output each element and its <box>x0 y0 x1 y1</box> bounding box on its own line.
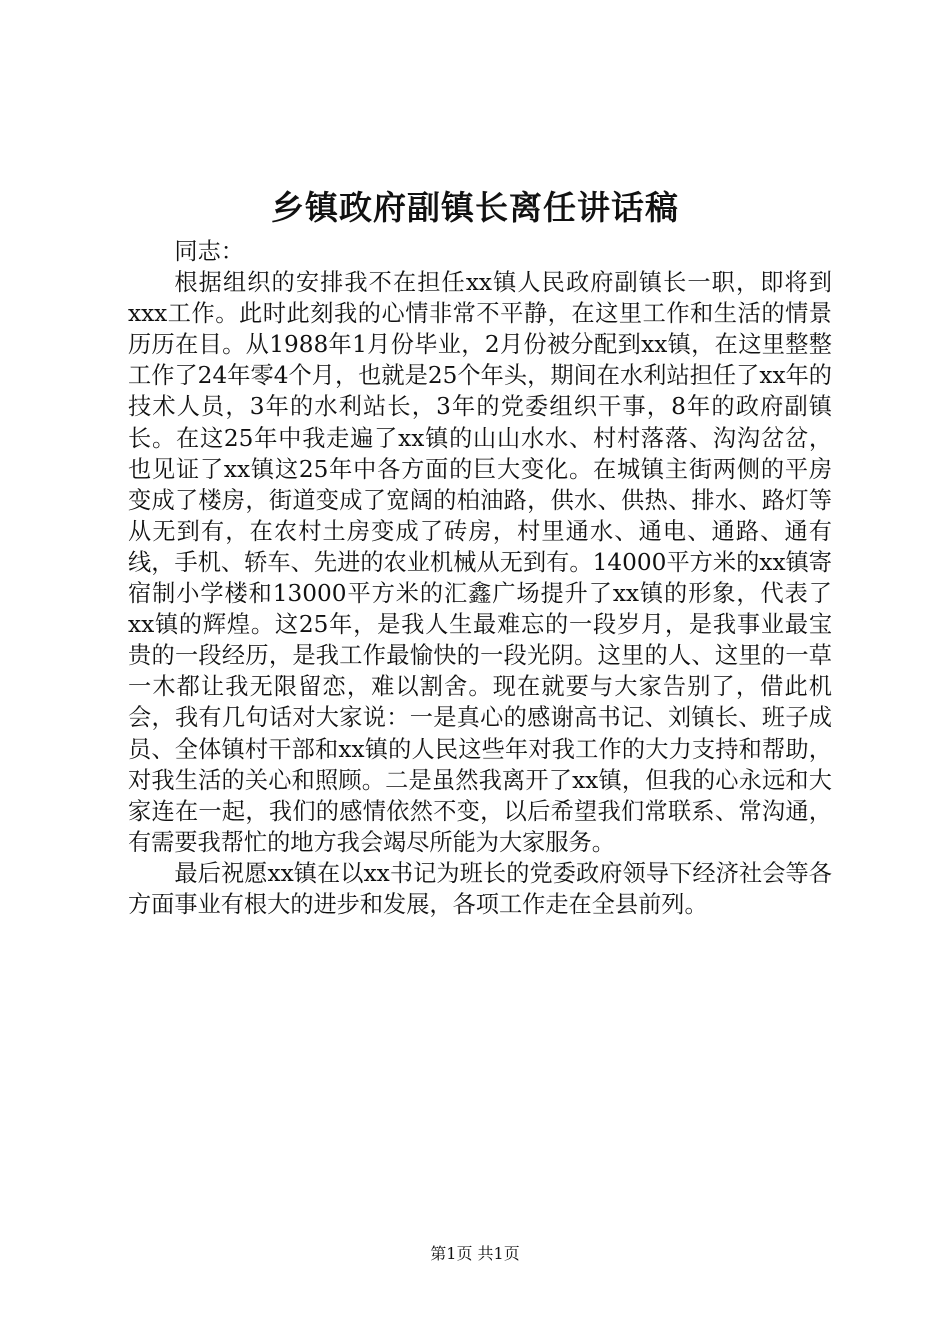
body-paragraph: 根据组织的安排我不在担任xx镇人民政府副镇长一职，即将到xxx工作。此时此刻我的心情非常不平静，在这里工作和生活的情景历历在目。从1988年1月份毕业，2月份被分配到xx镇，在这里整整工作了24年零4个月，也就是25个年头，期间在水利站担任了xx年的技术人员，3年的水利站长，3年的党委组织干事，8年的政府副镇长。在这25年中我走遍了xx镇的山山水水、村村落落、沟沟岔岔，也见证了xx镇这25年中各方面的巨大变化。在城镇主街两侧的平房变成了楼房，街道变成了宽阔的柏油路，供水、供热、排水、路灯等从无到有，在农村土房变成了砖房，村里通水、通电、通路、通有线，手机、轿车、先进的农业机械从无到有。14000平方米的xx镇寄宿制小学楼和13000平方米的汇鑫广场提升了xx镇的形象，代表了xx镇的辉煌。这25年，是我人生最难忘的一段岁月，是我事业最宝贵的一段经历，是我工作最愉快的一段光阴。这里的人、这里的一草一木都让我无限留恋，难以割舍。现在就要与大家告别了，借此机会，我有几句话对大家说：一是真心的感谢高书记、刘镇长、班子成员、全体镇村干部和xx镇的人民这些年对我工作的大力支持和帮助，对我生活的关心和照顾。二是虽然我离开了xx镇，但我的心永远和大家连在一起，我们的感情依然不变，以后希望我们常联系、常沟通，有需要我帮忙的地方我会竭尽所能为大家服务。 <box>128 269 832 856</box>
document-title: 乡镇政府副镇长离任讲话稿 <box>271 188 679 227</box>
document-body <box>128 236 832 920</box>
page-footer: 第1页 共1页 <box>430 1244 520 1263</box>
body-paragraph: 最后祝愿xx镇在以xx书记为班长的党委政府领导下经济社会等各方面事业有根大的进步和发展，各项工作走在全县前列。 <box>128 859 832 918</box>
salutation: 同志： <box>174 238 244 265</box>
